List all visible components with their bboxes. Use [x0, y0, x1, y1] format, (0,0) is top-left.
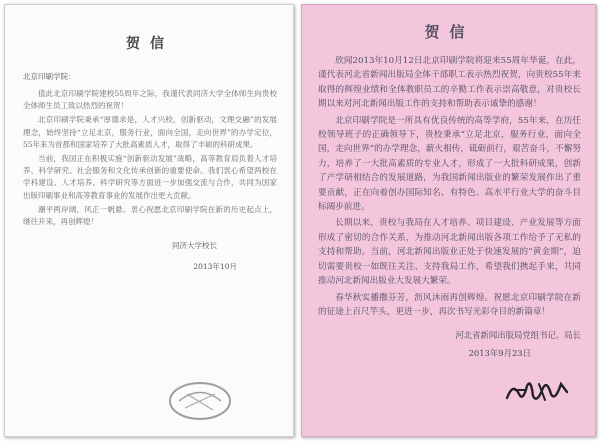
official-seal-icon — [165, 380, 235, 422]
left-congratulation-letter — [4, 4, 294, 437]
left-letter-paragraph: 潮平两岸阔，风正一帆悬。衷心祝愿北京印刷学院在新的历史起点上，继往开来，再创辉煌！ — [23, 204, 277, 227]
right-letter-signature: 河北省新闻出版局党组书记、局长 — [455, 330, 581, 341]
right-letter-paragraph: 春华秋实播撒芬芳，沥风沐雨再创辉煌。祝愿北京印刷学院在新的征途上百尺竿头，更进一步，再次书写光彩夺目的新篇章！ — [318, 292, 581, 317]
left-letter-salutation: 北京印刷学院： — [23, 72, 76, 81]
right-congratulation-letter — [301, 4, 596, 437]
left-letter-title: 贺信 — [126, 36, 174, 52]
left-letter-paragraph: 北京印刷学院秉承“厚德求是，人才兴校，创新驱动，文理交融”的发展理念，始终坚持“立足北京，服务行业，面向全国，走向世界”的办学定位，55年来为首都和国家培养了大批高素质人才，取得了丰硕的科研成果。 — [23, 115, 277, 149]
right-letter-date: 2013年9月23日 — [468, 348, 531, 359]
left-letter-signature: 同济大学校长 — [172, 241, 217, 251]
right-letter-title: 贺信 — [424, 23, 475, 41]
handwritten-signature-icon — [503, 376, 573, 406]
right-letter-paragraph: 欣闻2013年10月12日北京印刷学院将迎来55周年华诞，在此，谨代表河北省新闻出版局全体干部职工表示热烈祝贺，向贵校55年来取得的辉煌业绩和全体教职员工的辛勤工作表示崇高敬意，对贵校长期以来对河北新闻出版工作的支持和帮助表示诚挚的感谢！ — [318, 56, 581, 110]
right-letter-paragraph: 北京印刷学院是一所具有优良传统的高等学府，55年来，在历任校领导班子的正确领导下，贵校秉承“立足北京，服务行业，面向全国，走向世界”的办学理念，薪火相传，砥砺前行，艰苦奋斗，不懈努力，培养了一大批高素质的专业人才，形成了一大批科研成果，创新了产学研相结合的发展道路，为我国新闻出版业的繁荣发展作出了重要贡献，正在向着创办国际知名、有特色、高水平行业大学的奋斗目标阔步前进。 — [318, 115, 581, 213]
right-letter-paragraph: 长期以来，贵校与我局在人才培养、项目建设、产业发展等方面形成了密切的合作关系，为推动河北新闻出版各项工作给予了无私的支持和帮助。当前，河北新闻出版业正处于快速发展的“黄金期”，迫切需要贵校一如既往关注、支持我局工作，希望我们携起手来，共同推动河北新闻出版业大发展大繁荣。 — [318, 218, 581, 287]
left-letter-paragraph: 值此北京印刷学院建校55周年之际，我谨代表同济大学全体师生向贵校全体师生员工致以热烈的祝贺！ — [23, 89, 277, 111]
left-letter-paragraph: 当前，我国正在积极实施“创新驱动发展”战略，高等教育肩负着人才培养、科学研究、社会服务和文化传承创新的重要使命。我们衷心希望两校在学科建设、人才培养、科学研究等方面进一步加强交流与合作，共同为国家出版印刷事业和高等教育事业的发展作出更大贡献。 — [23, 154, 277, 200]
left-letter-date: 2013年10月 — [193, 262, 237, 272]
